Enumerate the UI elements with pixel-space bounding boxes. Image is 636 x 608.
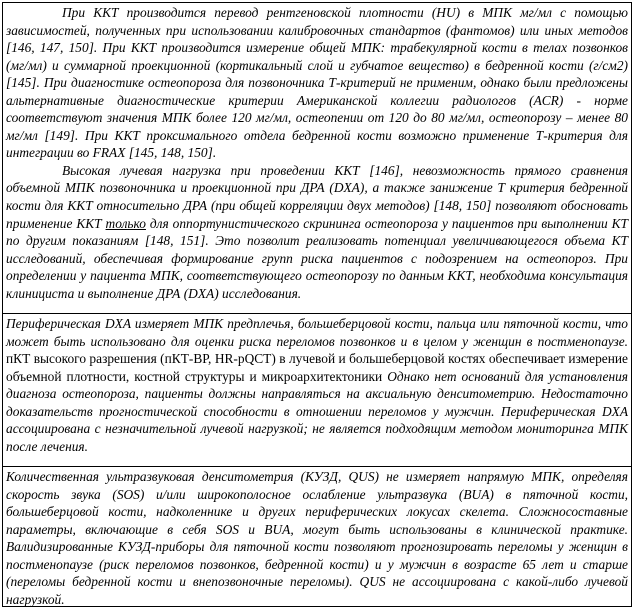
paragraph-text-upright: пКТ высокого разрешения (пКТ-ВР, HR-pQCT) в лучевой и большеберцовой костях обеспечивает измерение объемной плотности, костной структуры и микроархитектоники [6,351,628,384]
paragraph-text: Высокая лучевая нагрузка при проведении ККТ [146], невозможность прямого сравнения объемной МПК позвоночника и проекционной при ДРА (DXA), а также занижение Т критерия бедренной кости для ККТ относительно ДРА (при общей корреляции двух методов) [148, 150] позволяют обосновать применение ККТ [6,162,628,231]
paragraph-text: для оппортунистического скрининга остеопороза у пациентов при выполнении КТ по другим показаниям [148, 151]. Это позволит реализовать потенциал увеличивающегося объема КТ исследований, обеспечивая формирование групп риска пациентов с подозрением на остеопороз. При определении у пациента МПК, соответствующего остеопорозу по данным ККТ, необходима консультация клинициста и выполнение ДРА (DXA) исследования. [6,215,629,301]
table-cell-peripheral-dxa [3,314,631,467]
paragraph-text: Периферическая DXA измеряет МПК предплечья, большеберцовой кости, пальца или пяточной кости, что может быть использовано для оценки риска переломов позвонков и в целом у женщин в постменопаузе. [6,316,628,349]
paragraph-text: Однако нет оснований для установления диагноза остеопороза, пациенты должны направляться на аксиальную денситометрию. Недостаточно доказательств прогностической способности в отношении переломов у мужчин. Периферическая DXA ассоциирована с незначительной лучевой нагрузкой; не является подходящим методом мониторинга МПК после лечения. [6,368,629,454]
underlined-word: только [105,215,146,231]
paragraph-qus: Количественная ультразвуковая денситометрия (КУЗД, QUS) не измеряет напрямую МПК, определяя скорость звука (SOS) и/или широкополосное ослабление ультразвука (BUA) в пяточной кости, большеберцовой кости, надколеннике и других периферических локусах скелета. Сложносоставные параметры, включающие в себя SOS и BUA, могут быть использованы в клинической практике. Валидизированные КУЗД-приборы для пяточной кости позволяют прогнозировать переломы у женщин в постменопаузе (риск переломов позвонков, бедренной кости) и у мужчин в возрасте 65 лет и старше (переломы бедренной кости и внепозвоночные переломы). QUS не ассоциирована с какой-либо лучевой нагрузкой. [6,469,628,607]
content-table [2,2,632,607]
paragraph-peripheral-dxa [6,315,628,455]
paragraph-qct-method: При ККТ производится перевод рентгеновской плотности (HU) в МПК мг/мл с помощью зависимостей, полученных при использовании калибровочных стандартов (фантомов) или иных методов [146, 147, 150]. При ККТ производится измерение общей МПК: трабекулярной кости в телах позвонков (мг/мл) и суммарной проекционной (кортикальный слой и губчатое вещество) в бедренной кости (г/см2) [145]. При диагностике остеопороза для позвоночника Т-критерий не применим, однако были предложены альтернативные диагностические критерии Американской коллегии радиологов (ACR) - норме соответствуют значения МПК более 120 мг/мл, остеопении от 120 до 80 мг/мл, остеопорозу – менее 80 мг/мл [149]. При ККТ проксимального отдела бедренной кости возможно применение Т-критерия для интеграции во FRAX [145, 148, 150]. [6,5,628,161]
table-cell-qus [3,467,631,606]
table-cell-qct [3,3,631,314]
paragraph-qct-limitations [6,162,628,302]
